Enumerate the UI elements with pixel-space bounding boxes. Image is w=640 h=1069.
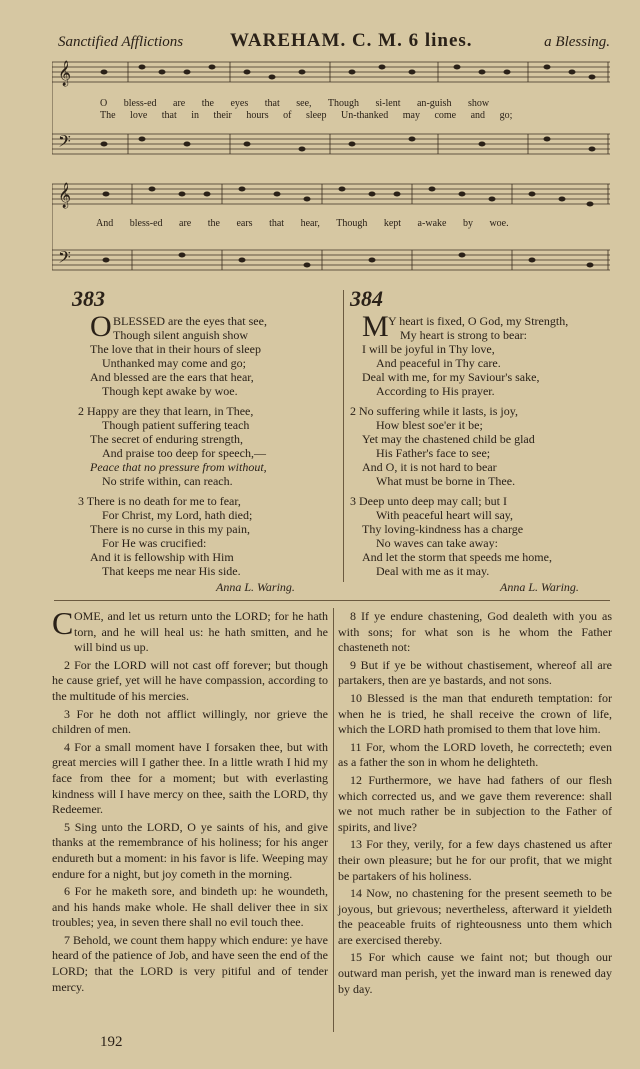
lyric-line-1: O bless-ed are the eyes that see, Though si-lent an-guish show xyxy=(100,98,490,109)
verse-line: Peace that no pressure from without, xyxy=(90,460,267,474)
verse-line: Though kept awake by woe. xyxy=(102,384,238,398)
verse-line: Yet may the chastened child be glad xyxy=(362,432,535,446)
verse-line: And blessed are the ears that hear, xyxy=(90,370,254,384)
verse-line: And O, it is not hard to bear xyxy=(362,460,497,474)
tune-title: WAREHAM. C. M. 6 lines. xyxy=(230,30,473,51)
svg-text:𝄞: 𝄞 xyxy=(58,61,72,86)
verse-line: The love that in their hours of sleep xyxy=(90,342,261,356)
verse-line: His Father's face to see; xyxy=(376,446,491,460)
verse-line: No waves can take away: xyxy=(376,536,498,550)
verse-line: And it is fellowship with Him xyxy=(90,550,234,564)
reading-paragraph: 5 Sing unto the LORD, O ye saints of his, and give thanks at the remembrance of his holiness; for his anger endureth but a moment: in his favor is life. Weeping may endure for a night, but joy cometh in the morning. xyxy=(52,819,328,881)
reading-right-column xyxy=(338,609,612,999)
music-system-1 xyxy=(52,58,612,168)
verse-line: That keeps me near His side. xyxy=(102,564,241,578)
lyric-line-2: The love that in their hours of sleep Un-thanked may come and go; xyxy=(100,110,513,121)
verse-line: Deal with me, for my Saviour's sake, xyxy=(362,370,540,384)
reading-paragraph: OME, and let us return unto the LORD; for he hath torn, and he will heal us: he hath smitten, and he will bind us up. xyxy=(74,609,328,655)
reading-paragraph: 2 For the LORD will not cast off forever; but though he cause grief, yet will he have compassion, according to the multitude of his mercies. xyxy=(52,657,328,703)
verse-line: 3 Deep unto deep may call; but I xyxy=(350,494,507,508)
verse-line: 2 Happy are they that learn, in Thee, xyxy=(78,404,254,418)
reading-paragraph: 12 Furthermore, we have had fathers of our flesh which corrected us, and we gave them reverence: shall we not much rather be in subjection to the Father of spirits, and live? xyxy=(338,772,612,834)
reading-paragraph: 14 Now, no chastening for the present seemeth to be joyous, but grievous; nevertheless, afterward it yieldeth the peaceable fruits of righteousness unto them which are exercised thereby. xyxy=(338,886,612,947)
verse-line: And peaceful in Thy care. xyxy=(376,356,501,370)
verse-line: What must be borne in Thee. xyxy=(376,474,516,488)
hymn-column-divider xyxy=(343,290,344,582)
reading-paragraph: 8 If ye endure chastening, God dealeth with you as with sons; for what son is he whom the Father chasteneth not: xyxy=(338,609,612,655)
verse-line: No strife within, can reach. xyxy=(102,474,233,488)
reading-paragraph: 15 For which cause we faint not; but though our outward man perish, yet the inward man is renewed day by day. xyxy=(338,950,612,996)
hymn-number: 384 xyxy=(350,286,383,311)
lyric-line-3: And bless-ed are the ears that hear, Though kept a-wake by woe. xyxy=(96,218,509,229)
verse-line: BLESSED are the eyes that see, xyxy=(113,314,267,328)
verse-line: For Christ, my Lord, hath died; xyxy=(102,508,253,522)
section-divider xyxy=(54,600,610,601)
drop-cap: M xyxy=(362,310,389,343)
page-header xyxy=(58,30,610,56)
reading-paragraph: 6 For he maketh sore, and bindeth up: he woundeth, and his hands make whole. He shall deliver thee in six troubles; yea, in seven there shall no evil touch thee. xyxy=(52,884,328,930)
reading-paragraph: 7 Behold, we count them happy which endure: ye have heard of the patience of Job, and have seen the end of the LORD; that the LORD is very pitiful and of tender mercy. xyxy=(52,932,328,994)
verse-line: Y heart is fixed, O God, my Strength, xyxy=(388,314,569,328)
verse-line: Though silent anguish show xyxy=(113,328,248,342)
music-system-2 xyxy=(52,178,612,278)
verse-line: Unthanked may come and go; xyxy=(102,356,246,370)
svg-text:𝄢: 𝄢 xyxy=(58,131,71,155)
verse-line: With peaceful heart will say, xyxy=(376,508,514,522)
verse-line: Deal with me as it may. xyxy=(376,564,490,578)
verse-line: There is no curse in this my pain, xyxy=(90,522,250,536)
header-topic-left: Sanctified Afflictions xyxy=(58,34,184,50)
reading-paragraph: 13 For they, verily, for a few days chastened us after their own pleasure; but he for our profit, that we might be partakers of his holiness. xyxy=(338,837,612,883)
verse-line: I will be joyful in Thy love, xyxy=(362,342,495,356)
reading-drop-cap: C xyxy=(52,605,74,641)
verse-line: For He was crucified: xyxy=(102,536,207,550)
verse-line: My heart is strong to bear: xyxy=(400,328,527,342)
verse-line: And let the storm that speeds me home, xyxy=(362,550,552,564)
reading-paragraph: 11 For, whom the LORD loveth, he correcteth; even as a father the son in whom he delighteth. xyxy=(338,739,612,770)
verse-line: And praise too deep for speech,— xyxy=(102,446,266,460)
drop-cap: O xyxy=(90,310,112,343)
hymn-author: Anna L. Waring. xyxy=(216,580,295,594)
reading-paragraph: 3 For he doth not afflict willingly, nor grieve the children of men. xyxy=(52,706,328,737)
svg-text:𝄞: 𝄞 xyxy=(58,183,72,208)
reading-column-divider xyxy=(333,608,334,1032)
hymn-number: 383 xyxy=(72,286,105,311)
page-number: 192 xyxy=(100,1034,123,1050)
reading-paragraph: 9 But if ye be without chastisement, whereof all are partakers, then are ye bastards, and not sons. xyxy=(338,657,612,688)
verse-line: Thy loving-kindness has a charge xyxy=(362,522,524,536)
verse-line: How blest soe'er it be; xyxy=(376,418,483,432)
reading-paragraph: 10 Blessed is the man that endureth temptation: for when he is tried, he shall receive the crown of life, which the LORD hath promised to them that love him. xyxy=(338,690,612,737)
svg-text:𝄢: 𝄢 xyxy=(58,247,71,271)
verse-line: According to His prayer. xyxy=(376,384,495,398)
verse-line: The secret of enduring strength, xyxy=(90,432,243,446)
verse-line: 2 No suffering while it lasts, is joy, xyxy=(350,404,518,418)
header-topic-right: a Blessing. xyxy=(544,34,610,50)
reading-left-column xyxy=(52,605,328,997)
verse-line: 3 There is no death for me to fear, xyxy=(78,494,241,508)
reading-paragraph: 4 For a small moment have I forsaken thee, but with great mercies will I gather thee. In a little wrath I hid my face from thee for a moment; but with everlasting kindness will I have mercy on thee, saith the LORD, thy Redeemer. xyxy=(52,739,328,817)
hymn-author: Anna L. Waring. xyxy=(500,580,579,594)
verse-line: Though patient suffering teach xyxy=(102,418,250,432)
